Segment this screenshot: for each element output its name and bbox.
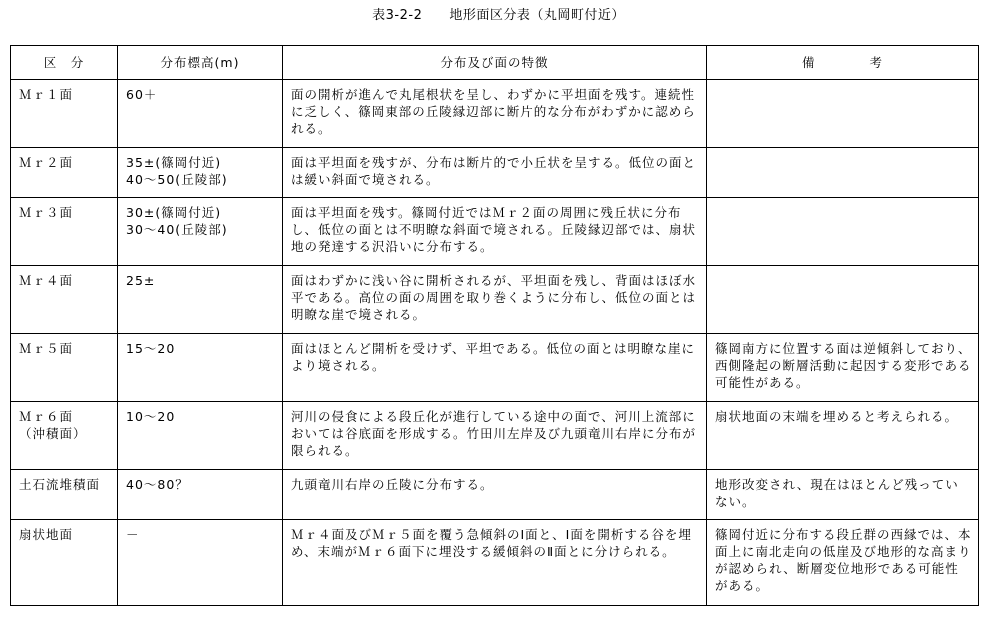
header-features: 分布及び面の特徴 bbox=[283, 46, 707, 80]
cell-remarks: 地形改変され、現在はほとんど残っていない。 bbox=[707, 470, 979, 520]
cell-name: Ｍｒ３面 bbox=[11, 198, 118, 266]
cell-elevation: 25± bbox=[118, 266, 283, 334]
header-category: 区 分 bbox=[11, 46, 118, 80]
cell-remarks bbox=[707, 80, 979, 148]
cell-elevation: 60＋ bbox=[118, 80, 283, 148]
cell-remarks: 扇状地面の末端を埋めると考えられる。 bbox=[707, 402, 979, 470]
cell-elevation: 40～80？ bbox=[118, 470, 283, 520]
cell-features: 面はわずかに浅い谷に開析されるが、平坦面を残し、背面はほぼ水平である。高位の面の周囲を取り巻くように分布し、低位の面とは明瞭な崖で境される。 bbox=[283, 266, 707, 334]
cell-name: Ｍｒ１面 bbox=[11, 80, 118, 148]
cell-remarks bbox=[707, 266, 979, 334]
cell-features: Ｍｒ４面及びＭｒ５面を覆う急傾斜のⅠ面と、Ⅰ面を開析する谷を埋め、末端がＭｒ６面下に埋没する緩傾斜のⅡ面とに分けられる。 bbox=[283, 520, 707, 606]
cell-name: 土石流堆積面 bbox=[11, 470, 118, 520]
cell-elevation: 15～20 bbox=[118, 334, 283, 402]
table-row bbox=[11, 148, 979, 198]
table-row bbox=[11, 80, 979, 148]
cell-name: 扇状地面 bbox=[11, 520, 118, 606]
header-elevation: 分布標高(m) bbox=[118, 46, 283, 80]
cell-features: 面はほとんど開析を受けず、平坦である。低位の面とは明瞭な崖により境される。 bbox=[283, 334, 707, 402]
cell-remarks: 篠岡付近に分布する段丘群の西縁では、本面上に南北走向の低崖及び地形的な高まりが認められ、断層変位地形である可能性がある。 bbox=[707, 520, 979, 606]
landform-classification-table bbox=[10, 45, 979, 606]
cell-name: Ｍｒ５面 bbox=[11, 334, 118, 402]
cell-elevation: － bbox=[118, 520, 283, 606]
cell-elevation: 30±(篠岡付近) 30～40(丘陵部) bbox=[118, 198, 283, 266]
cell-remarks bbox=[707, 198, 979, 266]
cell-features: 面は平坦面を残す。篠岡付近ではＭｒ２面の周囲に残丘状に分布し、低位の面とは不明瞭な斜面で境される。丘陵縁辺部では、扇状地の発達する沢沿いに分布する。 bbox=[283, 198, 707, 266]
table-row bbox=[11, 334, 979, 402]
cell-name: Ｍｒ４面 bbox=[11, 266, 118, 334]
table-row bbox=[11, 402, 979, 470]
cell-remarks bbox=[707, 148, 979, 198]
cell-features: 面の開析が進んで丸尾根状を呈し、わずかに平坦面を残す。連続性に乏しく、篠岡東部の丘陵縁辺部に断片的な分布がわずかに認められる。 bbox=[283, 80, 707, 148]
cell-name: Ｍｒ６面 （沖積面） bbox=[11, 402, 118, 470]
cell-remarks: 篠岡南方に位置する面は逆傾斜しており、西側隆起の断層活動に起因する変形である可能性がある。 bbox=[707, 334, 979, 402]
header-row bbox=[11, 46, 979, 80]
header-remarks: 備 考 bbox=[707, 46, 979, 80]
table-row bbox=[11, 470, 979, 520]
cell-name: Ｍｒ２面 bbox=[11, 148, 118, 198]
cell-elevation: 35±(篠岡付近) 40～50(丘陵部) bbox=[118, 148, 283, 198]
table-row bbox=[11, 520, 979, 606]
cell-features: 河川の侵食による段丘化が進行している途中の面で、河川上流部においては谷底面を形成する。竹田川左岸及び九頭竜川右岸に分布が限られる。 bbox=[283, 402, 707, 470]
cell-features: 面は平坦面を残すが、分布は断片的で小丘状を呈する。低位の面とは緩い斜面で境される。 bbox=[283, 148, 707, 198]
table-row bbox=[11, 266, 979, 334]
cell-elevation: 10～20 bbox=[118, 402, 283, 470]
table-caption: 表3-2-2 地形面区分表（丸岡町付近） bbox=[372, 8, 625, 23]
cell-features: 九頭竜川右岸の丘陵に分布する。 bbox=[283, 470, 707, 520]
table-row bbox=[11, 198, 979, 266]
